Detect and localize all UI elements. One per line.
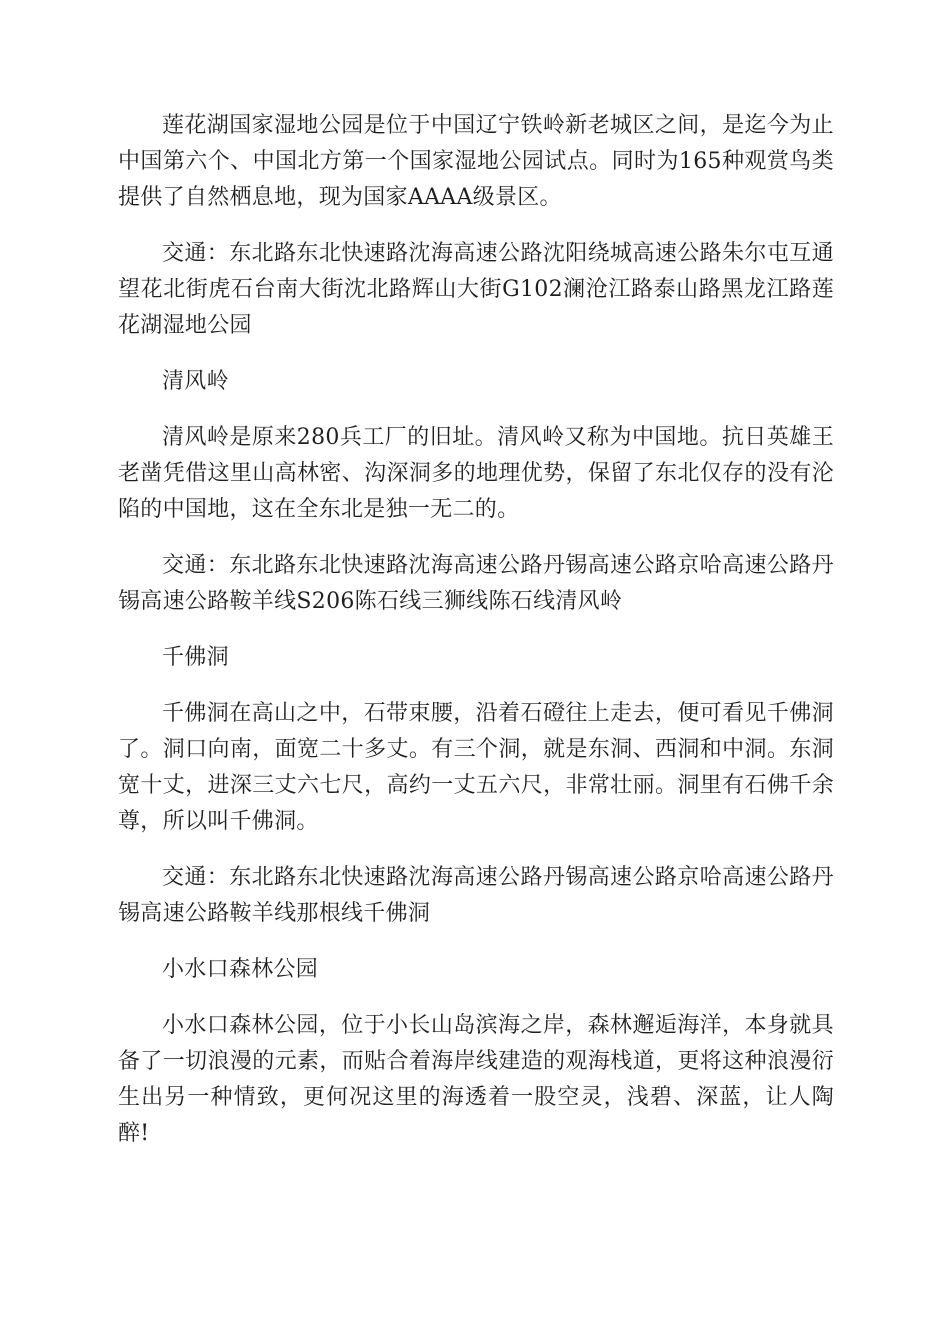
paragraph-lianhuahu-intro: 莲花湖国家湿地公园是位于中国辽宁铁岭新老城区之间，是迄今为止中国第六个、中国北方第一个国家湿地公园试点。同时为165种观赏鸟类提供了自然栖息地，现为国家AAAA级景区。 [118, 113, 834, 210]
paragraph-qingfengling-transport: 交通：东北路东北快速路沈海高速公路丹锡高速公路京哈高速公路丹锡高速公路鞍羊线S206陈石线三狮线陈石线清风岭 [118, 553, 834, 614]
paragraph-xiaoshuikou-intro: 小水口森林公园，位于小长山岛滨海之岸，森林邂逅海洋，本身就具备了一切浪漫的元素，而贴合着海岸线建造的观海栈道，更将这种浪漫衍生出另一种情致，更何况这里的海透着一股空灵，浅碧、深蓝，让人陶醉! [118, 1013, 834, 1146]
paragraph-qianfodong-intro: 千佛洞在高山之中，石带束腰，沿着石磴往上走去，便可看见千佛洞了。洞口向南，面宽二十多丈。有三个洞，就是东洞、西洞和中洞。东洞宽十丈，进深三丈六七尺，高约一丈五六尺，非常壮丽。洞里有石佛千余尊，所以叫千佛洞。 [118, 701, 834, 834]
heading-qianfodong: 千佛洞 [162, 645, 229, 670]
paragraph-lianhuahu-transport: 交通：东北路东北快速路沈海高速公路沈阳绕城高速公路朱尔屯互通望花北街虎石台南大街沈北路辉山大街G102澜沧江路泰山路黑龙江路莲花湖湿地公园 [118, 241, 834, 338]
paragraph-qianfodong-transport: 交通：东北路东北快速路沈海高速公路丹锡高速公路京哈高速公路丹锡高速公路鞍羊线那根线千佛洞 [118, 865, 834, 926]
document-page [118, 108, 834, 1172]
heading-xiaoshuikou: 小水口森林公园 [162, 957, 319, 982]
heading-qingfengling: 清风岭 [162, 369, 229, 394]
paragraph-qingfengling-intro: 清风岭是原来280兵工厂的旧址。清风岭又称为中国地。抗日英雄王老凿凭借这里山高林密、沟深洞多的地理优势，保留了东北仅存的没有沦陷的中国地，这在全东北是独一无二的。 [118, 425, 834, 522]
